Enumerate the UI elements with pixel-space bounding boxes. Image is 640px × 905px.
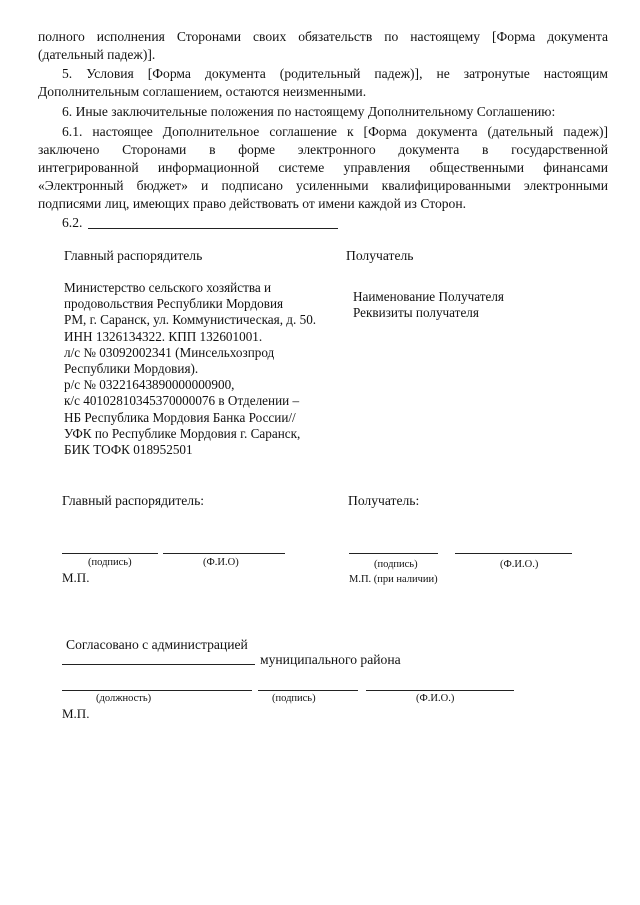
signature-line — [349, 553, 438, 554]
detail-line: к/с 40102810345370000076 в Отделении – — [64, 393, 300, 409]
district-blank-line — [62, 664, 255, 665]
detail-line: РМ, г. Саранск, ул. Коммунистическая, д. 50. — [64, 312, 317, 328]
paragraph-line: 6. Иные заключительные положения по настоящему Дополнительному Соглашению: — [62, 104, 556, 119]
stamp-label: М.П. — [62, 706, 90, 721]
detail-line: продовольствия Республики Мордовия — [64, 296, 284, 312]
signature-caption: (подпись) — [272, 693, 316, 704]
stamp-label: М.П. (при наличии) — [349, 574, 438, 585]
detail-line: УФК по Республике Мордовия г. Саранск, — [64, 425, 301, 441]
right-party-details — [353, 289, 504, 321]
stamp-label: М.П. — [62, 570, 90, 585]
paragraph-line: «Электронный бюджет» и подписано усиленными квалифицированными электронными — [38, 178, 608, 193]
signature-caption: (подпись) — [374, 559, 418, 570]
detail-line: л/с № 03092002341 (Минсельхозпрод — [64, 344, 275, 360]
position-caption: (должность) — [96, 693, 152, 704]
detail-line: Министерство сельского хозяйства и — [64, 280, 272, 295]
name-line — [455, 553, 572, 554]
detail-line: Реквизиты получателя — [353, 305, 479, 321]
signature-line — [62, 553, 158, 554]
detail-line: р/с № 03221643890000000900, — [64, 377, 235, 393]
left-party-heading: Главный распорядитель — [64, 248, 203, 263]
detail-line: НБ Республика Мордовия Банка России// — [64, 409, 296, 425]
position-line — [62, 690, 252, 691]
paragraph-line: интегрированной информационной системе управления общественными финансами — [38, 160, 608, 175]
signature-caption: (подпись) — [88, 557, 132, 568]
paragraph-line: (дательный падеж)]. — [38, 47, 156, 62]
district-suffix: муниципального района — [260, 652, 401, 667]
detail-line: ИНН 1326134322. КПП 132601001. — [64, 328, 263, 344]
clause-number: 6.2. — [62, 215, 83, 230]
paragraph-line: подписями лиц, имеющих право действовать от имени каждой из Сторон. — [38, 196, 467, 211]
blank-line — [88, 228, 338, 229]
paragraph-line: полного исполнения Сторонами своих обязательств по настоящему [Форма документа — [38, 29, 608, 44]
detail-line: Наименование Получателя — [353, 289, 504, 304]
right-signature-heading: Получатель: — [348, 493, 420, 508]
name-line — [366, 690, 514, 691]
left-party-details — [64, 280, 316, 458]
detail-line: Республики Мордовия). — [64, 361, 199, 377]
paragraph-line: Дополнительным соглашением, остаются неизменными. — [38, 84, 367, 99]
name-line — [163, 553, 285, 554]
left-signature-heading: Главный распорядитель: — [62, 493, 205, 508]
paragraph-line: заключено Сторонами в форме электронного документа в государственной — [38, 142, 608, 157]
signature-line — [258, 690, 358, 691]
name-caption: (Ф.И.О) — [203, 557, 239, 568]
detail-line: БИК ТОФК 018952501 — [64, 442, 193, 458]
name-caption: (Ф.И.О.) — [500, 559, 539, 570]
right-party-heading: Получатель — [346, 248, 414, 263]
paragraph-line: 5. Условия [Форма документа (родительный падеж)], не затронутые настоящим — [62, 66, 608, 81]
paragraph-line: 6.1. настоящее Дополнительное соглашение к [Форма документа (дательный падеж)] — [62, 124, 608, 139]
name-caption: (Ф.И.О.) — [416, 693, 455, 704]
approval-heading: Согласовано с администрацией — [66, 637, 248, 652]
